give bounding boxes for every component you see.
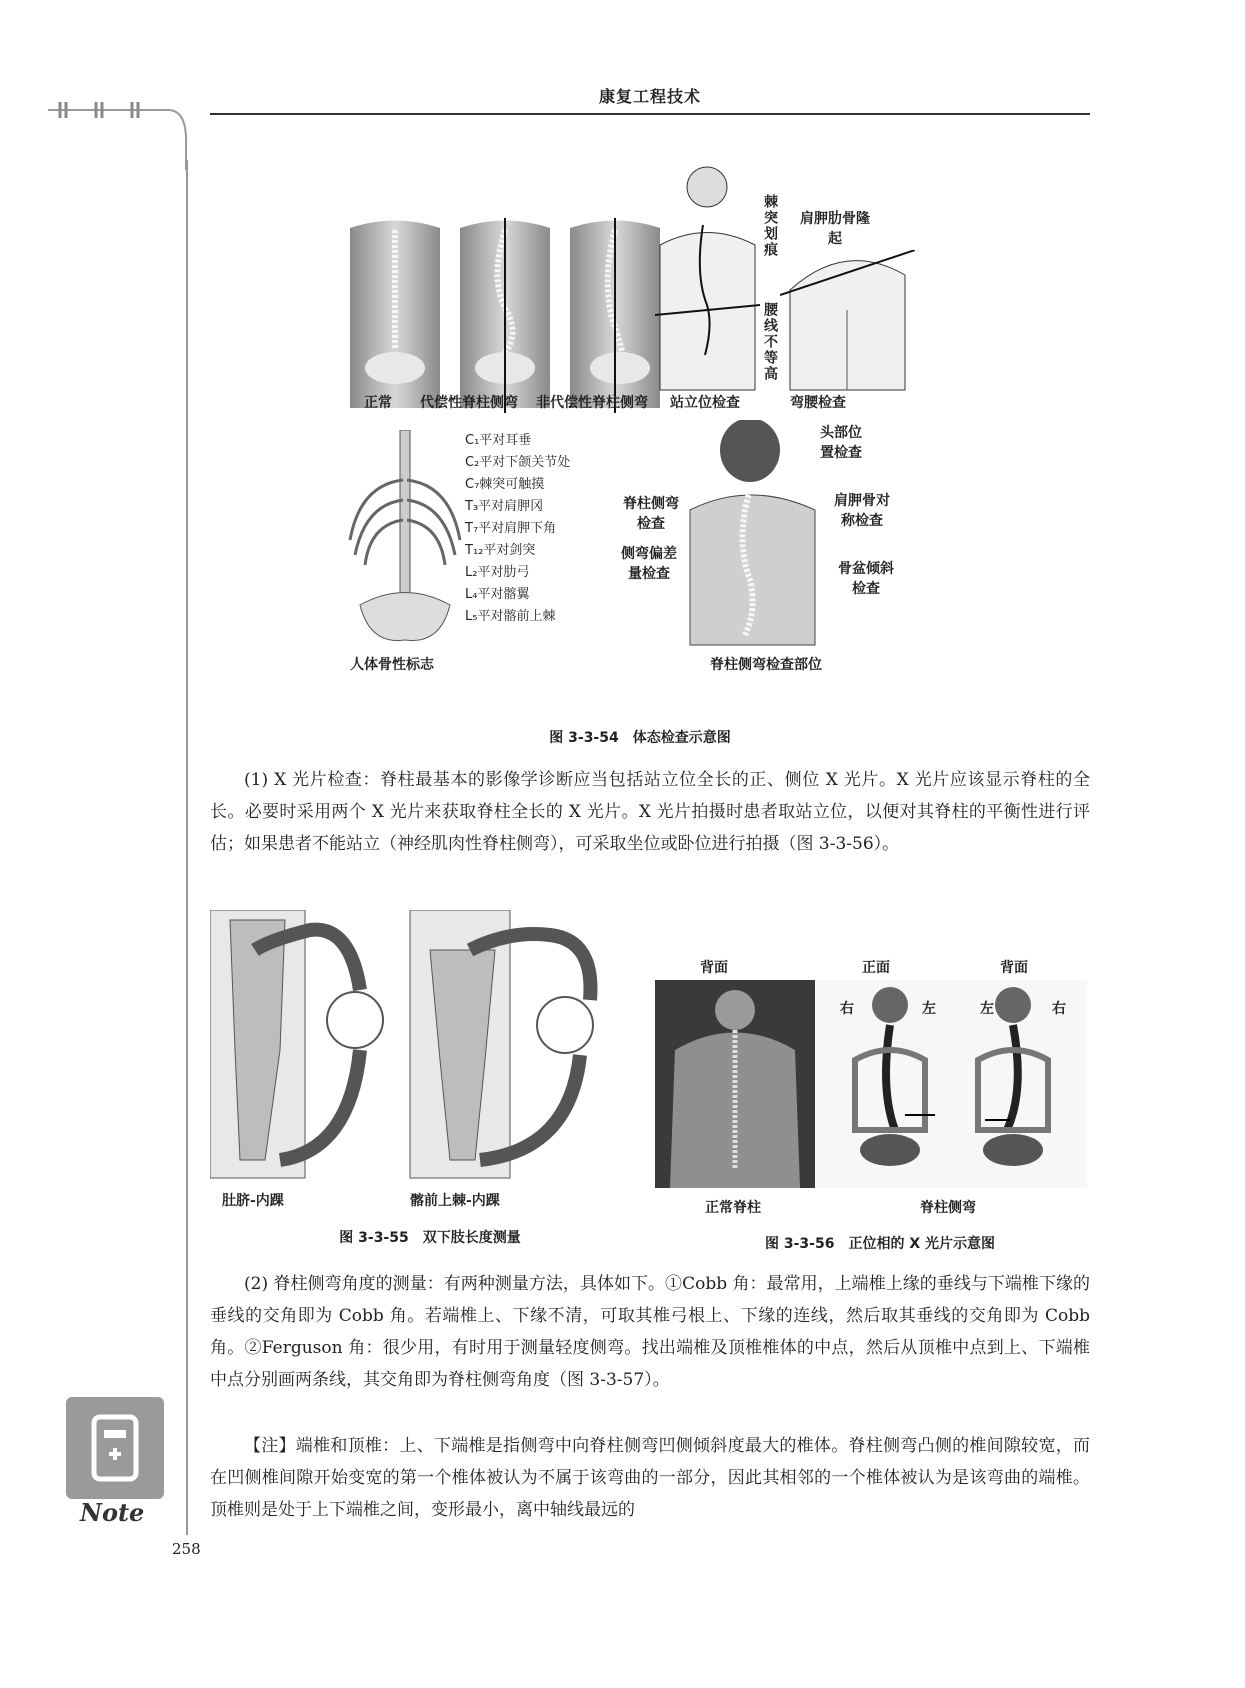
skeleton-illustration	[340, 430, 470, 645]
standing-exam-illustration	[655, 165, 760, 395]
header-rule	[210, 113, 1090, 115]
label-uncompensated: 非代偿性脊柱侧弯	[536, 395, 648, 411]
landmark-l2: L₂平对肋弓	[465, 565, 530, 580]
landmark-l5: L₅平对髂前上棘	[465, 609, 556, 624]
label-normal: 正常	[364, 395, 392, 411]
figure-3-3-54	[340, 160, 960, 705]
xray-side-label-right-2: 右	[1052, 1001, 1066, 1017]
leg-measure-label-2: 髂前上棘-内踝	[410, 1193, 500, 1209]
waist-line-label: 腰线不等高	[762, 302, 778, 382]
exam-pelvis-label: 骨盆倾斜检查	[838, 561, 894, 597]
exam-scoliosis-label: 脊柱侧弯检查	[623, 496, 679, 532]
paragraph-xray: (1) X 光片检查：脊柱最基本的影像学诊断应当包括站立位全长的正、侧位 X 光片。X 光片应该显示脊柱的全长。必要时采用两个 X 光片来获取脊柱全长的 X 光片。X 光片拍摄时患者取站立位，以便对其脊柱的平衡性进行评估；如果患者不能站立（神经肌肉性脊柱侧弯），可采取坐位或卧位进行拍摄（图 3-3-56）。	[210, 770, 1090, 854]
scapula-rib-label: 肩胛肋骨隆起	[800, 211, 870, 247]
paragraph-cobb: (2) 脊柱侧弯角度的测量：有两种测量方法，具体如下。①Cobb 角：最常用，上端椎上缘的垂线与下端椎下缘的垂线的交角即为 Cobb 角。若端椎上、下缘不清，可取其椎弓根上、下缘的连线，然后取其垂线的交角即为 Cobb 角。②Ferguson 角：很少用，有时用于测量轻度侧弯。找出端椎及顶椎椎体的中点，然后从顶椎中点到上、下端椎中点分别画两条线，其交角即为脊柱侧弯角度（图 3-3-57）。	[210, 1274, 1090, 1390]
spinous-mark-label: 棘突划痕	[762, 194, 778, 258]
running-header: 康复工程技术	[598, 87, 701, 106]
xray-side-label-right-1: 右	[840, 1001, 854, 1017]
margin-line	[186, 160, 188, 1535]
exam-head-label: 头部位置检查	[820, 425, 862, 461]
label-standing: 站立位检查	[670, 395, 740, 411]
paragraph-note: 【注】端椎和顶椎：上、下端椎是指侧弯中向脊柱侧弯凹侧倾斜度最大的椎体。脊柱侧弯凸侧的椎间隙较宽，而在凹侧椎间隙开始变宽的第一个椎体被认为不属于该弯曲的一部分，因此其相邻的一个椎体被认为是该弯曲的端椎。顶椎则是处于上下端椎之间，变形最小，离中轴线最远的	[210, 1436, 1090, 1520]
xray-top-label-2: 正面	[862, 960, 890, 976]
back-illustrations	[340, 218, 670, 413]
landmark-t12: T₁₂平对剑突	[465, 543, 536, 558]
landmark-l4: L₄平对髂翼	[465, 587, 530, 602]
exam-title: 脊柱侧弯检查部位	[710, 657, 822, 673]
exam-scapula-label: 肩胛骨对称检查	[834, 493, 890, 529]
figure-55-caption: 图 3-3-55 双下肢长度测量	[339, 1230, 521, 1246]
page-number: 258	[172, 1540, 201, 1558]
landmark-list	[465, 430, 635, 628]
landmark-t7: T₇平对肩胛下角	[465, 521, 557, 536]
bending-exam-illustration	[780, 250, 915, 395]
label-bending: 弯腰检查	[790, 395, 846, 411]
xray-bottom-label-scoliosis: 脊柱侧弯	[920, 1200, 976, 1216]
figure-3-3-56-illustration	[655, 980, 1087, 1188]
note-icon	[66, 1397, 164, 1499]
label-compensated: 代偿性脊柱侧弯	[420, 395, 518, 411]
figure-3-3-55-illustration	[210, 910, 620, 1180]
landmark-c2: C₂平对下颌关节处	[465, 455, 571, 470]
xray-side-label-left-2: 左	[980, 1001, 994, 1017]
figure-54-caption: 图 3-3-54 体态检查示意图	[549, 730, 731, 746]
binding-ornament	[48, 100, 193, 170]
landmark-t3: T₃平对肩胛冈	[465, 499, 544, 514]
xray-side-label-left-1: 左	[922, 1001, 936, 1017]
compensated-back	[460, 218, 550, 413]
uncompensated-back	[570, 218, 660, 413]
xray-top-label-1: 背面	[700, 960, 728, 976]
landmark-c1: C₁平对耳垂	[465, 433, 532, 448]
note-box	[66, 1397, 164, 1499]
landmarks-title: 人体骨性标志	[350, 657, 434, 673]
figure-56-caption: 图 3-3-56 正位相的 X 光片示意图	[764, 1236, 995, 1252]
exam-positions-illustration	[685, 420, 820, 650]
note-label: Note	[80, 1498, 145, 1527]
leg-measure-label-1: 肚脐-内踝	[222, 1193, 284, 1209]
landmark-c7: C₇棘突可触摸	[465, 477, 545, 492]
xray-top-label-3: 背面	[1000, 960, 1028, 976]
exam-deviation-label: 侧弯偏差量检查	[621, 546, 677, 582]
xray-bottom-label-normal: 正常脊柱	[705, 1200, 761, 1216]
normal-back	[350, 221, 440, 409]
